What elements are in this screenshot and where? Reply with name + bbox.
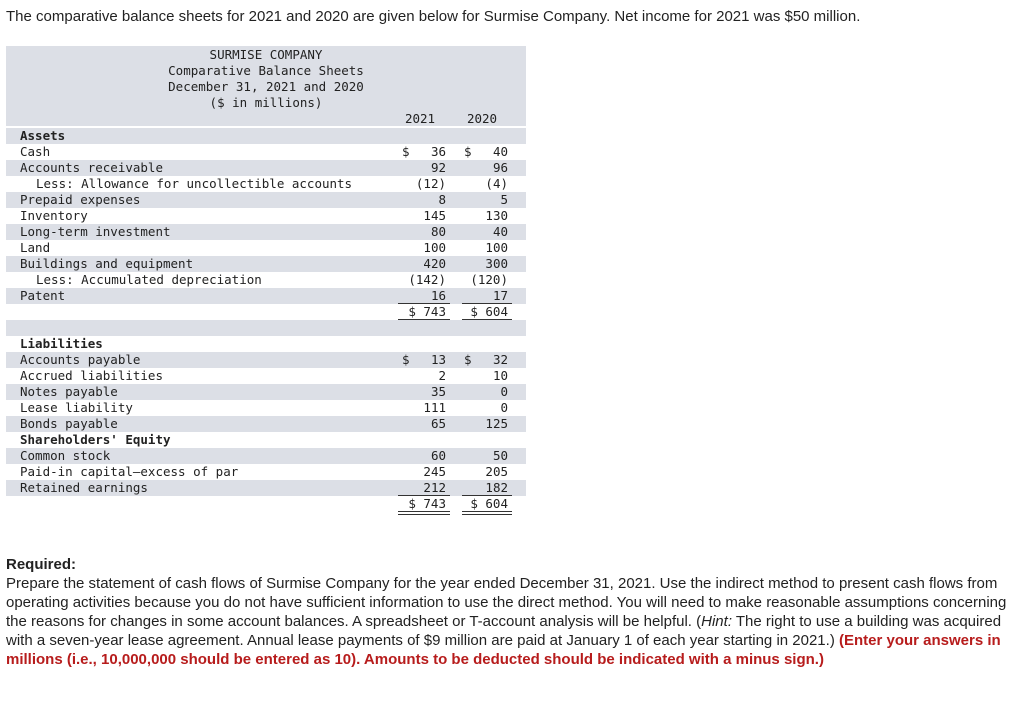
double-underline	[398, 511, 450, 515]
value-2020: $ 604	[470, 496, 508, 511]
asset-row	[6, 192, 526, 208]
value-2021: 245	[423, 464, 446, 479]
row-label: Buildings and equipment	[20, 256, 194, 271]
statement-units: ($ in millions)	[209, 95, 323, 110]
assets-total-row	[6, 304, 526, 320]
value-2020: 5	[500, 192, 508, 207]
value-2021: 92	[430, 160, 446, 175]
value-2021: 111	[423, 400, 446, 415]
row-label: Liabilities	[20, 336, 103, 351]
liability-row	[6, 416, 526, 432]
value-2021: 8	[438, 192, 446, 207]
value-2021: (142)	[408, 272, 446, 287]
required-section	[6, 555, 1010, 669]
row-label: Assets	[20, 128, 66, 143]
row-label: Cash	[20, 144, 51, 159]
balance-sheet-panel	[6, 46, 526, 530]
assets-heading	[6, 128, 526, 144]
value-2021: 80	[430, 224, 446, 239]
asset-row	[6, 272, 526, 288]
asset-row	[6, 256, 526, 272]
value-2020: 32	[492, 352, 508, 367]
value-2020: 130	[485, 208, 508, 223]
value-2020: 0	[500, 384, 508, 399]
value-2021: 420	[423, 256, 446, 271]
equity-row	[6, 464, 526, 480]
value-2021: 36	[430, 144, 446, 159]
value-2020: 0	[500, 400, 508, 415]
value-2021: (12)	[415, 176, 446, 191]
asset-row	[6, 144, 526, 160]
value-2021: 35	[430, 384, 446, 399]
value-2020: 300	[485, 256, 508, 271]
spacer-row	[6, 320, 526, 336]
row-label: Patent	[20, 288, 66, 303]
statement-dates: December 31, 2021 and 2020	[168, 79, 364, 94]
row-label: Bonds payable	[20, 416, 118, 431]
double-underline	[462, 511, 512, 515]
row-label: Land	[20, 240, 51, 255]
col-header-2021: 2021	[404, 111, 436, 126]
asset-row	[6, 176, 526, 192]
required-red-note: (Enter your answers in millions (i.e., 10,000,000 should be entered as 10). Amounts to be deducted should be indicated with a minus sign.)	[6, 632, 1001, 668]
value-2021: 100	[423, 240, 446, 255]
value-2020: 10	[492, 368, 508, 383]
value-2020: 205	[485, 464, 508, 479]
asset-row	[6, 208, 526, 224]
value-2021: 145	[423, 208, 446, 223]
row-label: Common stock	[20, 448, 111, 463]
value-2020: 40	[492, 144, 508, 159]
value-2020: 17	[492, 288, 508, 303]
asset-row	[6, 224, 526, 240]
asset-row	[6, 240, 526, 256]
asset-row	[6, 288, 526, 304]
value-2020: (120)	[470, 272, 508, 287]
liab-total-row	[6, 496, 526, 512]
row-label: Shareholders' Equity	[20, 432, 171, 447]
value-2020: 40	[492, 224, 508, 239]
value-2021: 212	[423, 480, 446, 495]
row-label: Accounts payable	[20, 352, 141, 367]
liability-row	[6, 352, 526, 368]
equity-row	[6, 480, 526, 496]
row-label: Long-term investment	[20, 224, 171, 239]
required-body-2: The right to use a building was acquired with a seven-year lease agreement. Annual lease payments of $9 million are paid at January 1 of each year starting in 2021.)	[6, 613, 1002, 649]
row-label: Notes payable	[20, 384, 118, 399]
value-2021: $ 743	[408, 496, 446, 511]
row-label: Lease liability	[20, 400, 133, 415]
currency-2020: $	[464, 144, 472, 159]
value-2020: 96	[492, 160, 508, 175]
value-2021: 60	[430, 448, 446, 463]
row-label: Retained earnings	[20, 480, 148, 495]
value-2020: $ 604	[470, 304, 508, 319]
equity-heading	[6, 432, 526, 448]
value-2020: 50	[492, 448, 508, 463]
required-heading: Required:	[6, 556, 77, 573]
value-2020: (4)	[485, 176, 508, 191]
value-2021: 65	[430, 416, 446, 431]
currency-2021: $	[402, 352, 410, 367]
row-label: Less: Allowance for uncollectible accounts	[36, 176, 353, 191]
row-label: Inventory	[20, 208, 88, 223]
row-label: Less: Accumulated depreciation	[36, 272, 262, 287]
liability-row	[6, 400, 526, 416]
value-2020: 125	[485, 416, 508, 431]
value-2020: 182	[485, 480, 508, 495]
intro-text: The comparative balance sheets for 2021 and 2020 are given below for Surmise Company. Net income for 2021 was $50 million.	[6, 8, 861, 25]
value-2021: 13	[430, 352, 446, 367]
liability-row	[6, 384, 526, 400]
col-header-2020: 2020	[466, 111, 498, 126]
equity-row	[6, 448, 526, 464]
value-2021: 16	[430, 288, 446, 303]
liabilities-heading	[6, 336, 526, 352]
asset-row	[6, 160, 526, 176]
row-label: Accounts receivable	[20, 160, 163, 175]
value-2020: 100	[485, 240, 508, 255]
hint-label: Hint:	[701, 613, 732, 630]
required-body-1: Prepare the statement of cash flows of Surmise Company for the year ended December 31, 2021. Use the indirect method to present cash flows from operating activities because you do not have sufficient information to use the direct method. You will need to make reasonable assumptions concerning the reasons for changes in some account balances. A spreadsheet or T-account analysis will be helpful. (	[6, 575, 1007, 630]
value-2021: $ 743	[408, 304, 446, 319]
currency-2021: $	[402, 144, 410, 159]
liability-row	[6, 368, 526, 384]
row-label: Accrued liabilities	[20, 368, 163, 383]
currency-2020: $	[464, 352, 472, 367]
value-2021: 2	[438, 368, 446, 383]
row-label: Prepaid expenses	[20, 192, 141, 207]
row-label: Paid-in capital—excess of par	[20, 464, 239, 479]
company-name: SURMISE COMPANY	[209, 47, 323, 62]
statement-name: Comparative Balance Sheets	[168, 63, 364, 78]
